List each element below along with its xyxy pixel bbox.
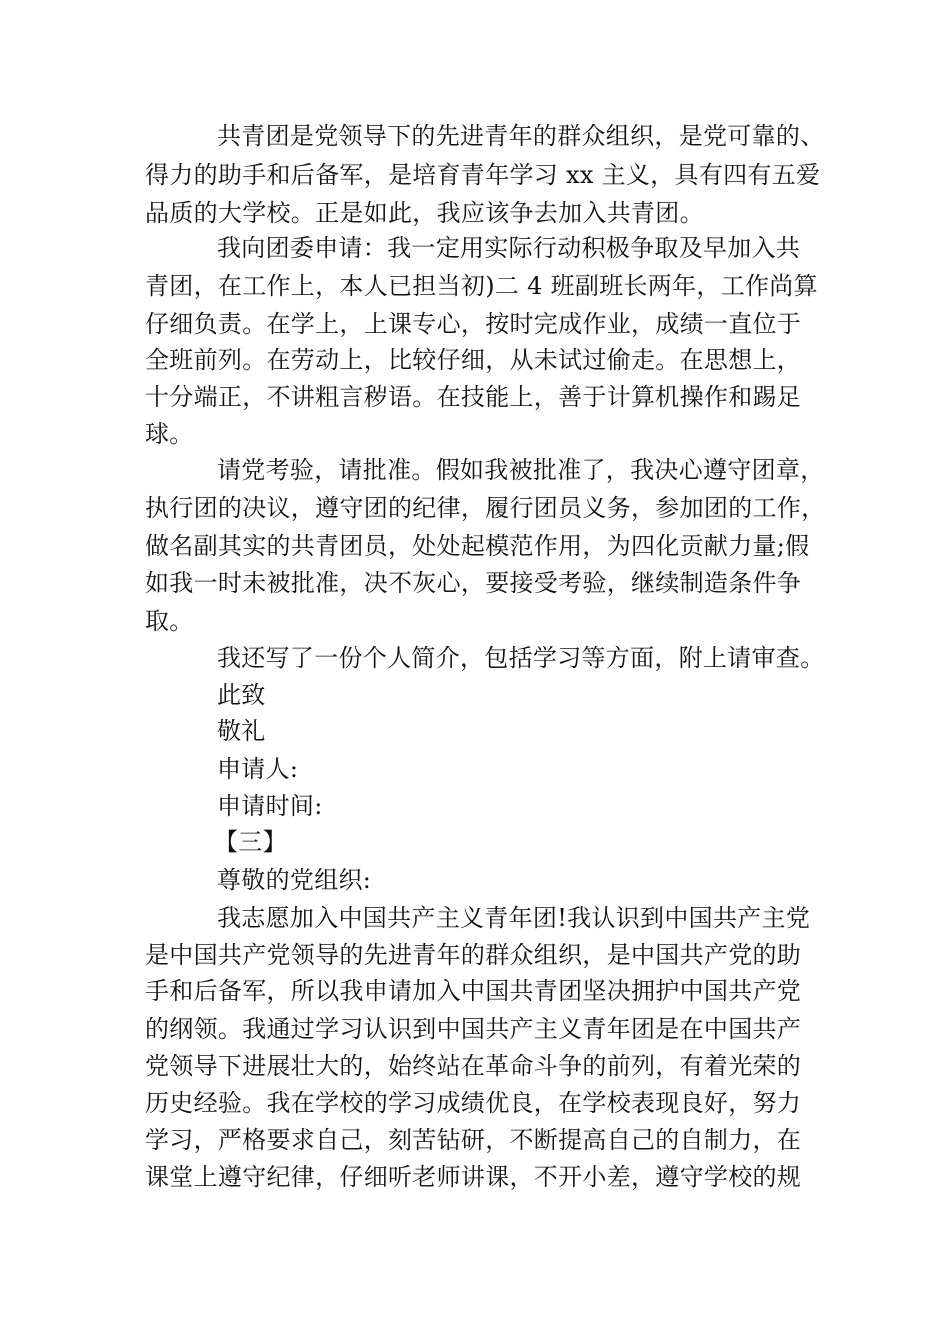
- section-heading: 【三】: [214, 828, 287, 856]
- salutation: 尊敬的党组织:: [217, 866, 372, 894]
- paragraph-line: 执行团的决议，遵守团的纪律，履行团员义务，参加团的工作，: [145, 494, 826, 522]
- paragraph-line: 品质的大学校。正是如此，我应该争去加入共青团。: [145, 199, 704, 227]
- paragraph-line: 请党考验，请批准。假如我被批准了，我决心遵守团章，: [217, 456, 825, 484]
- paragraph-line: 做名副其实的共青团员，处处起模范作用，为四化贡献力量;假: [145, 532, 810, 560]
- paragraph-line: 我还写了一份个人简介，包括学习等方面，附上请审查。: [217, 644, 825, 672]
- application-date-label: 申请时间:: [217, 792, 323, 820]
- paragraph-line: 仔细负责。在学上，上课专心，按时完成作业，成绩一直位于: [145, 310, 802, 338]
- paragraph-line: 十分端正，不讲粗言秽语。在技能上，善于计算机操作和踢足: [145, 383, 802, 411]
- paragraph-line: 我向团委申请：我一定用实际行动积极争取及早加入共: [217, 234, 801, 262]
- paragraph-line: 学习，严格要求自己，刻苦钻研，不断提高自己的自制力，在: [145, 1126, 802, 1154]
- paragraph-line: 共青团是党领导下的先进青年的群众组织，是党可靠的、: [217, 122, 825, 150]
- paragraph-line: 我志愿加入中国共产主义青年团!我认识到中国共产主党: [217, 904, 811, 932]
- paragraph-line: 全班前列。在劳动上，比较仔细，从未试过偷走。在思想上，: [145, 346, 802, 374]
- paragraph-line: 课堂上遵守纪律，仔细听老师讲课，不开小差，遵守学校的规: [145, 1163, 802, 1191]
- paragraph-line: 的纲领。我通过学习认识到中国共产主义青年团是在中国共产: [145, 1015, 802, 1043]
- paragraph-line: 历史经验。我在学校的学习成绩优良，在学校表现良好，努力: [145, 1089, 802, 1117]
- closing-line: 敬礼: [217, 717, 266, 745]
- paragraph-line: 青团，在工作上，本人已担当初)二 4 班副班长两年，工作尚算: [145, 272, 818, 300]
- paragraph-line: 球。: [145, 420, 194, 448]
- applicant-label: 申请人:: [217, 755, 299, 783]
- paragraph-line: 取。: [145, 607, 194, 635]
- closing-line: 此致: [217, 681, 266, 709]
- paragraph-line: 得力的助手和后备军，是培育青年学习 xx 主义，具有四有五爱: [145, 161, 821, 189]
- paragraph-line: 如我一时未被批准，决不灰心，要接受考验，继续制造条件争: [145, 569, 802, 597]
- paragraph-line: 是中国共产党领导的先进青年的群众组织，是中国共产党的助: [145, 941, 802, 969]
- paragraph-line: 党领导下进展壮大的，始终站在革命斗争的前列，有着光荣的: [145, 1052, 802, 1080]
- paragraph-line: 手和后备军，所以我申请加入中国共青团坚决拥护中国共产党: [145, 977, 802, 1005]
